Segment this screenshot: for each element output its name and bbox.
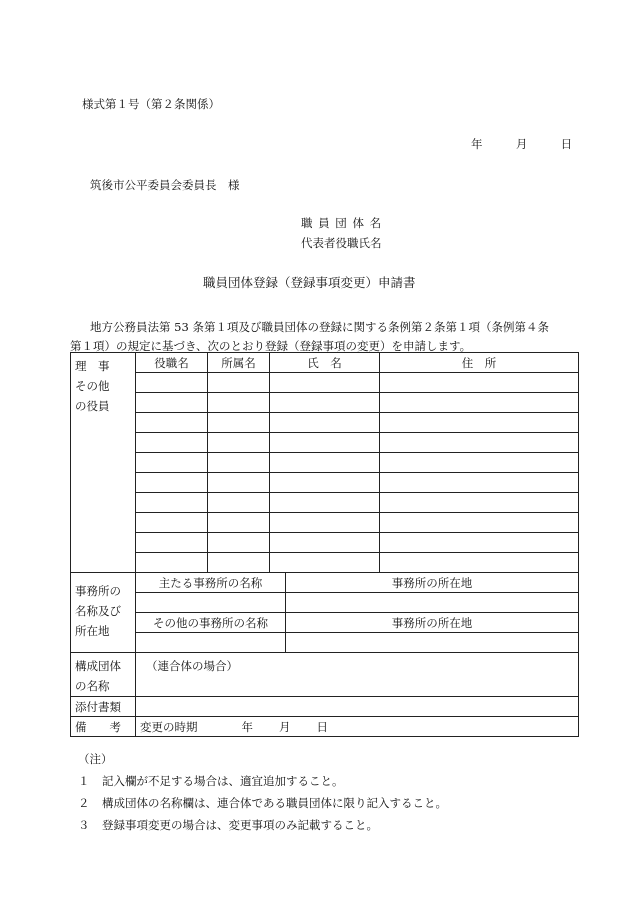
officer-department-cell[interactable]: [208, 453, 270, 473]
constituents-cell[interactable]: [136, 653, 579, 697]
officers-section-label: 理 事 その他 の役員: [71, 353, 136, 573]
other-office-name-cell[interactable]: [136, 633, 286, 653]
officer-address-cell[interactable]: [380, 473, 579, 493]
officer-position-cell[interactable]: [136, 433, 208, 453]
date-month: 月: [515, 137, 528, 151]
officer-name-cell[interactable]: [270, 453, 380, 473]
office-main-row: [71, 593, 579, 613]
col-position: 役職名: [136, 353, 208, 373]
date-year: 年: [471, 137, 483, 151]
col-address: 住 所: [380, 353, 579, 373]
officer-name-cell[interactable]: [270, 553, 380, 573]
intro-line-2: 第１項）の規定に基づき、次のとおり登録（登録事項の変更）を申請します。: [70, 339, 472, 353]
officer-department-cell[interactable]: [208, 513, 270, 533]
officer-row: [71, 373, 579, 393]
officer-department-cell[interactable]: [208, 493, 270, 513]
change-time-label: 変更の時期: [140, 719, 198, 734]
officer-name-cell[interactable]: [270, 433, 380, 453]
officer-name-cell[interactable]: [270, 413, 380, 433]
form-number-label: 様式第１号（第２条関係）: [82, 97, 220, 111]
remarks-month: 月: [279, 719, 291, 734]
officer-name-cell[interactable]: [270, 493, 380, 513]
org-name-label: 職 員 団 体 名: [301, 216, 383, 230]
officer-row: [71, 413, 579, 433]
application-form-table: [70, 352, 579, 737]
officer-address-cell[interactable]: [380, 453, 579, 473]
officer-name-cell[interactable]: [270, 533, 380, 553]
attachments-cell[interactable]: [136, 697, 579, 717]
other-office-location-cell[interactable]: [286, 633, 579, 653]
officer-address-cell[interactable]: [380, 413, 579, 433]
notes-heading: （注）: [78, 752, 113, 766]
note-item: ３ 登録事項変更の場合は、変更事項のみ記載すること。: [78, 818, 378, 832]
officer-address-cell[interactable]: [380, 433, 579, 453]
officer-department-cell[interactable]: [208, 373, 270, 393]
officer-row: [71, 453, 579, 473]
officer-address-cell[interactable]: [380, 553, 579, 573]
other-office-location-header: 事務所の所在地: [286, 613, 579, 633]
date-day: 日: [560, 137, 573, 151]
officer-position-cell[interactable]: [136, 393, 208, 413]
officer-name-cell[interactable]: [270, 513, 380, 533]
remarks-cell[interactable]: [136, 717, 579, 737]
representative-label: 代表者役職氏名: [301, 236, 382, 250]
officer-position-cell[interactable]: [136, 493, 208, 513]
officer-name-cell[interactable]: [270, 393, 380, 413]
main-office-location-header: 事務所の所在地: [286, 573, 579, 593]
addressee: 筑後市公平委員会委員長 様: [90, 178, 240, 192]
officer-address-cell[interactable]: [380, 533, 579, 553]
note-item: １ 記入欄が不足する場合は、適宜追加すること。: [78, 774, 344, 788]
main-office-name-cell[interactable]: [136, 593, 286, 613]
constituents-row: [71, 653, 579, 697]
remarks-year: 年: [241, 719, 253, 734]
officer-position-cell[interactable]: [136, 533, 208, 553]
officer-row: [71, 553, 579, 573]
office-main-header-row: [71, 573, 579, 593]
officer-department-cell[interactable]: [208, 473, 270, 493]
main-office-location-cell[interactable]: [286, 593, 579, 613]
attachments-label: 添付書類: [71, 697, 136, 717]
officer-row: [71, 393, 579, 413]
other-office-name-header: その他の事務所の名称: [136, 613, 286, 633]
note-item: ２ 構成団体の名称欄は、連合体である職員団体に限り記入すること。: [78, 796, 447, 810]
remarks-day: 日: [316, 719, 328, 734]
constituents-note: （連合体の場合）: [146, 659, 238, 673]
remarks-label: 備 考: [71, 717, 136, 737]
officer-department-cell[interactable]: [208, 393, 270, 413]
intro-line-1: 地方公務員法第 53 条第１項及び職員団体の登録に関する条例第２条第１項（条例第４条: [90, 320, 549, 334]
office-other-row: [71, 633, 579, 653]
officer-department-cell[interactable]: [208, 553, 270, 573]
constituents-label: 構成団体 の名称: [71, 653, 136, 697]
col-department: 所属名: [208, 353, 270, 373]
officer-name-cell[interactable]: [270, 473, 380, 493]
attachments-row: [71, 697, 579, 717]
officer-address-cell[interactable]: [380, 493, 579, 513]
officer-row: [71, 433, 579, 453]
date-line: [471, 139, 572, 151]
form-table-body: [71, 353, 579, 737]
notes-section: [78, 748, 578, 836]
main-office-name-header: 主たる事務所の名称: [136, 573, 286, 593]
officer-address-cell[interactable]: [380, 373, 579, 393]
officer-department-cell[interactable]: [208, 533, 270, 553]
remarks-row: [71, 717, 579, 737]
officer-row: [71, 473, 579, 493]
officer-position-cell[interactable]: [136, 453, 208, 473]
office-other-header-row: [71, 613, 579, 633]
officer-department-cell[interactable]: [208, 433, 270, 453]
officer-row: [71, 493, 579, 513]
officer-position-cell[interactable]: [136, 413, 208, 433]
officer-position-cell[interactable]: [136, 373, 208, 393]
page-title: 職員団体登録（登録事項変更）申請書: [203, 275, 416, 290]
officer-address-cell[interactable]: [380, 513, 579, 533]
officer-name-cell[interactable]: [270, 373, 380, 393]
officer-department-cell[interactable]: [208, 413, 270, 433]
officer-address-cell[interactable]: [380, 393, 579, 413]
officer-position-cell[interactable]: [136, 473, 208, 493]
officers-header-row: [71, 353, 579, 373]
offices-section-label: 事務所の 名称及び 所在地: [71, 573, 136, 653]
intro-paragraph: [70, 318, 580, 356]
officer-row: [71, 533, 579, 553]
officer-position-cell[interactable]: [136, 553, 208, 573]
officer-row: [71, 513, 579, 533]
officer-position-cell[interactable]: [136, 513, 208, 533]
col-name: 氏 名: [270, 353, 380, 373]
